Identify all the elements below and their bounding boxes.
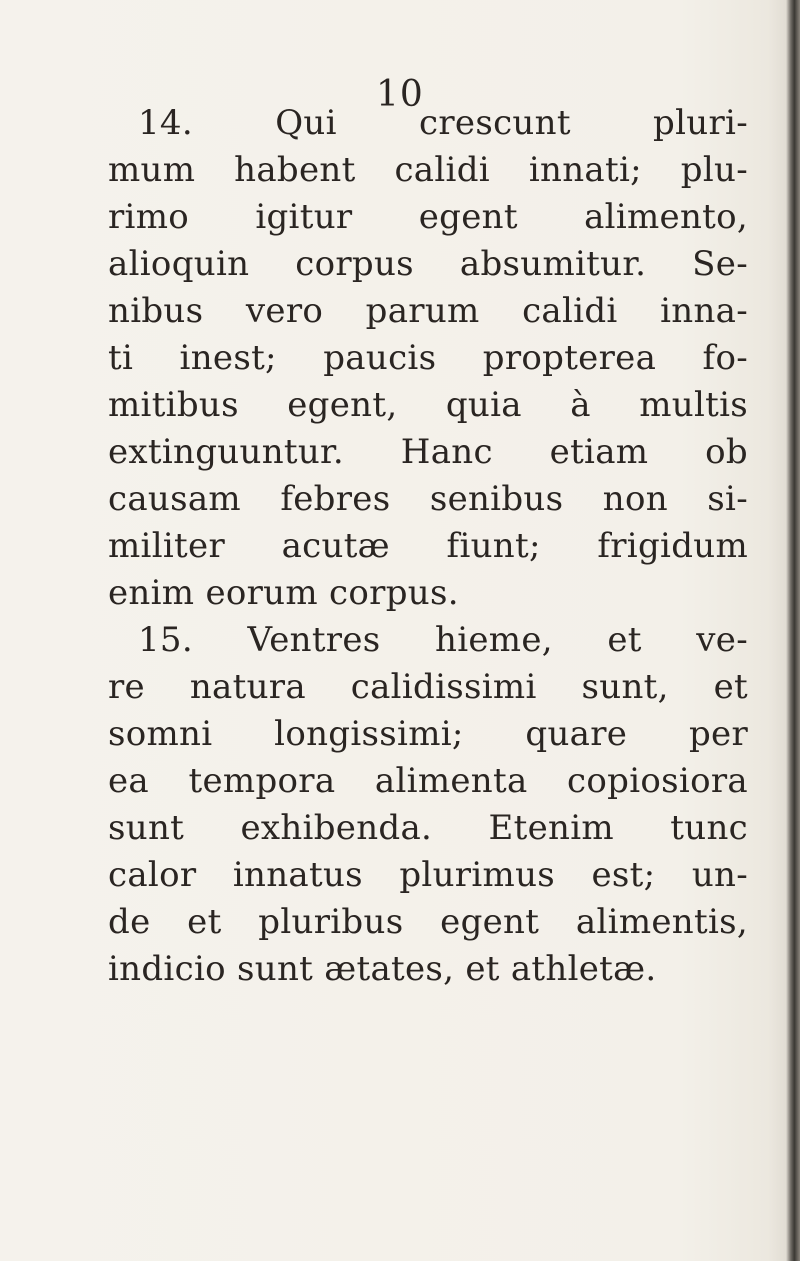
text-line: causam febres senibus non si- [108,479,748,519]
text-line: indicio sunt ætates, et athletæ. [108,949,657,989]
text-line: de et pluribus egent alimentis, [108,902,748,942]
page-number: 10 [376,74,424,115]
text-line: rimo igitur egent alimento, [108,197,748,237]
text-line: alioquin corpus absumitur. Se- [108,244,748,284]
book-spine-edge [786,0,800,1261]
text-line: calor innatus plurimus est; un- [108,855,748,895]
text-line: nibus vero parum calidi inna- [108,291,748,331]
text-line: mum habent calidi innati; plu- [108,150,748,190]
text-line: ti inest; paucis propterea fo- [108,338,748,378]
text-line: mitibus egent, quia à multis [108,385,748,425]
text-line: militer acutæ fiunt; frigidum [108,526,748,566]
text-line: somni longissimi; quare per [108,714,748,754]
text-line: 15. Ventres hieme, et ve- [138,620,748,660]
text-line: sunt exhibenda. Etenim tunc [108,808,748,848]
text-line: extinguuntur. Hanc etiam ob [108,432,748,472]
text-line: ea tempora alimenta copiosiora [108,761,748,801]
text-line: enim eorum corpus. [108,573,459,613]
text-line: re natura calidissimi sunt, et [108,667,748,707]
text-body [108,100,748,993]
text-line: 14. Qui crescunt pluri- [138,103,748,143]
